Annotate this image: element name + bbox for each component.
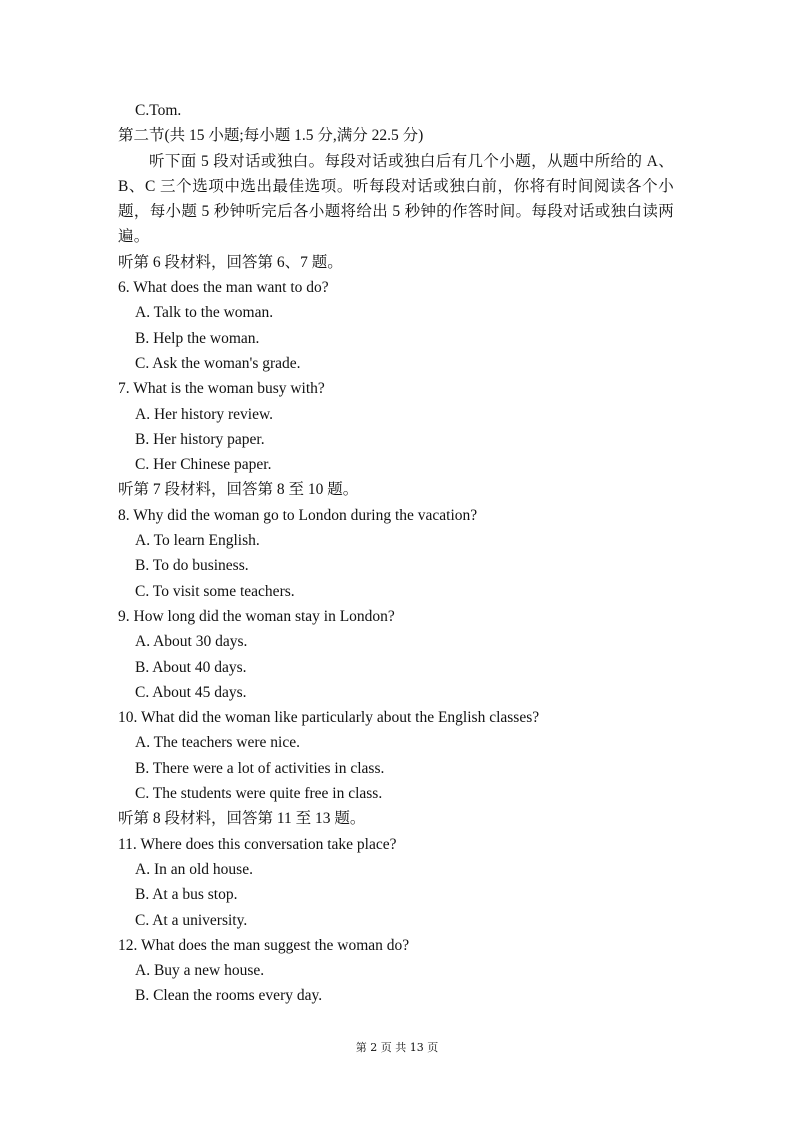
answer-option: B. About 40 days.: [135, 658, 247, 676]
question-text: 8. Why did the woman go to London during the vacation?: [118, 506, 478, 524]
answer-option: C. Ask the woman's grade.: [135, 354, 301, 372]
answer-option: B. Help the woman.: [135, 329, 260, 347]
material-heading: 听第 8 段材料，回答第 11 至 13 题。: [118, 810, 366, 828]
answer-option: B. At a bus stop.: [135, 886, 238, 904]
page-content: [118, 98, 678, 1009]
question-text: 12. What does the man suggest the woman do?: [118, 936, 410, 954]
section-instructions: 听下面 5 段对话或独白。每段对话或独白后有几个小题，从题中所给的 A、B、C 三个选项中选出最佳选项。听每段对话或独白前，你将有时间阅读各个小题，每小题 5 秒钟听完后各小题将给出 5 秒钟的作答时间。每段对话或独白读两遍。: [118, 152, 674, 246]
answer-option: B. To do business.: [135, 557, 249, 575]
question-text: 10. What did the woman like particularly about the English classes?: [118, 709, 540, 727]
answer-option: A. Talk to the woman.: [135, 304, 274, 322]
section-header: 第二节(共 15 小题;每小题 1.5 分,满分 22.5 分): [118, 127, 424, 145]
answer-option: A. Buy a new house.: [135, 962, 265, 980]
answer-option: C. To visit some teachers.: [135, 582, 295, 600]
question-list: [118, 250, 678, 1009]
answer-option: C. About 45 days.: [135, 683, 247, 701]
answer-option: C.Tom.: [135, 102, 182, 119]
answer-option: C. The students were quite free in class.: [135, 785, 383, 803]
answer-option: B. There were a lot of activities in class.: [135, 759, 385, 777]
answer-option: B. Clean the rooms every day.: [135, 987, 323, 1005]
material-heading: 听第 6 段材料，回答第 6、7 题。: [118, 253, 343, 271]
answer-option: A. Her history review.: [135, 405, 274, 423]
material-heading: 听第 7 段材料，回答第 8 至 10 题。: [118, 481, 359, 499]
answer-option: A. In an old house.: [135, 860, 253, 878]
continued-options: [118, 98, 678, 123]
answer-option: A. To learn English.: [135, 532, 260, 550]
answer-option: B. Her history paper.: [135, 430, 265, 448]
answer-option: C. Her Chinese paper.: [135, 456, 272, 474]
question-text: 9. How long did the woman stay in London?: [118, 607, 395, 625]
question-text: 11. Where does this conversation take place?: [118, 835, 397, 853]
question-text: 7. What is the woman busy with?: [118, 380, 325, 398]
answer-option: A. The teachers were nice.: [135, 734, 300, 752]
page-footer: 第 2 页 共 13 页: [355, 1041, 439, 1054]
answer-option: A. About 30 days.: [135, 633, 248, 651]
answer-option: C. At a university.: [135, 911, 248, 929]
question-text: 6. What does the man want to do?: [118, 279, 329, 297]
